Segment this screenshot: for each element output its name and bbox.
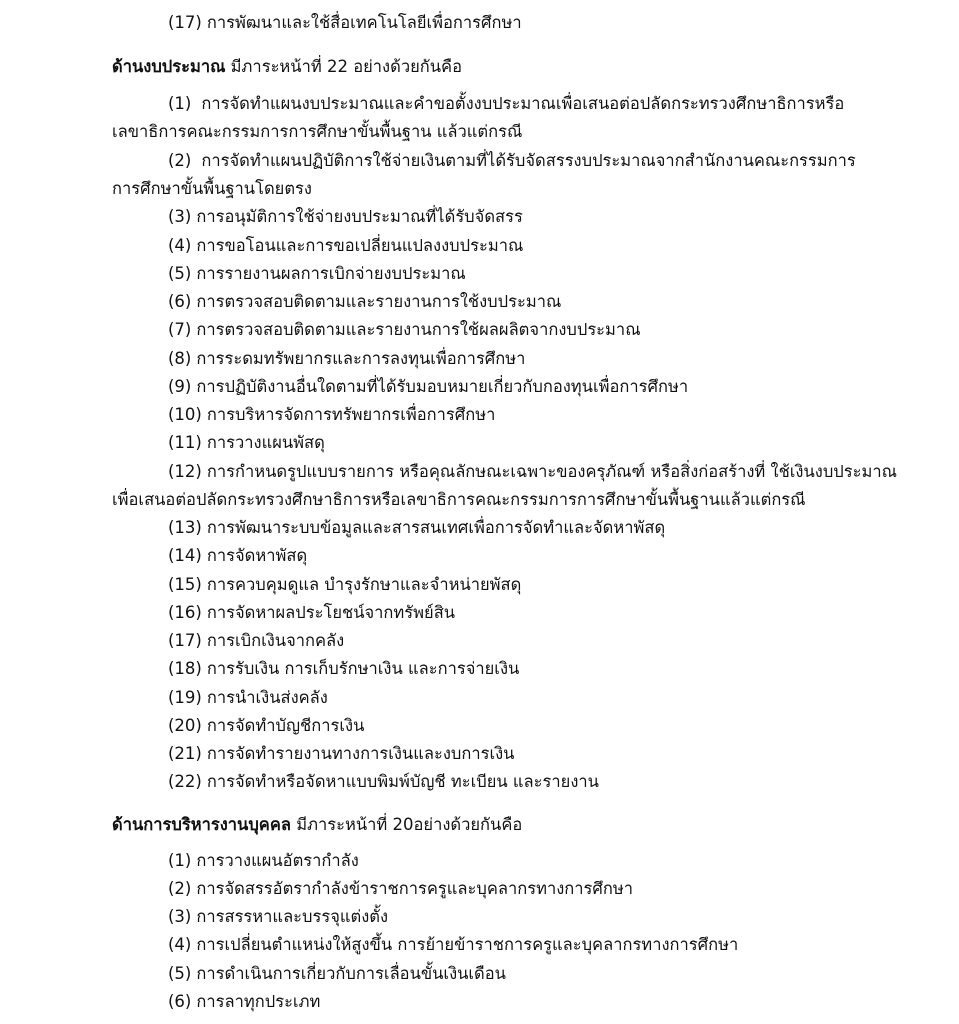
item-number: (13): [168, 518, 202, 537]
item-text: การพัฒนาและใช้สื่อเทคโนโลยีเพื่อการศึกษา: [206, 13, 522, 32]
list-item: [168, 601, 455, 625]
item-number: (12): [168, 462, 202, 481]
item-text: การอนุมัติการใช้จ่ายงบประมาณที่ได้รับจัดสรร: [196, 207, 523, 226]
list-item: [168, 657, 519, 681]
heading-description: มีภาระหน้าที่ 22 อย่างด้วยกันคือ: [225, 57, 462, 76]
list-item: [168, 375, 688, 399]
list-item: [168, 262, 466, 286]
list-item: [168, 347, 525, 371]
item-text: การสรรหาและบรรจุแต่งตั้ง: [196, 907, 389, 926]
item-number: (15): [168, 575, 202, 594]
item-number: (19): [168, 688, 202, 707]
list-item: [168, 962, 506, 986]
item-number: (3): [168, 207, 192, 226]
list-item: [168, 877, 633, 901]
item-number: (2): [168, 879, 192, 898]
list-item: [168, 990, 320, 1014]
item-text: การวางแผนพัสดุ: [206, 433, 325, 452]
item-text: การรายงานผลการเบิกจ่ายงบประมาณ: [196, 264, 466, 283]
item-number: (14): [168, 546, 202, 565]
item-text: การพัฒนาระบบข้อมูลและสารสนเทศเพื่อการจัดทำและจัดหาพัสดุ: [206, 518, 666, 537]
list-item: [168, 290, 561, 314]
item-number: (2): [168, 151, 192, 170]
item-text: การจัดหาผลประโยชน์จากทรัพย์สิน: [206, 603, 456, 622]
item-text: การตรวจสอบติดตามและรายงานการใช้งบประมาณ: [196, 292, 562, 311]
item-number: (17): [168, 631, 202, 650]
list-item: [168, 205, 523, 229]
list-item: [168, 573, 521, 597]
item-number: (21): [168, 744, 202, 763]
item-text: การนำเงินส่งคลัง: [206, 688, 328, 707]
list-item: [168, 544, 307, 568]
item-number: (6): [168, 292, 192, 311]
list-item: [168, 933, 738, 957]
item-number: (4): [168, 236, 192, 255]
item-number: (9): [168, 377, 192, 396]
item-text: การจัดทำรายงานทางการเงินและงบการเงิน: [206, 744, 515, 763]
item-text: การลาทุกประเภท: [196, 992, 321, 1011]
item-text: การจัดสรรอัตรากำลังข้าราชการครูและบุคลากรทางการศึกษา: [196, 879, 634, 898]
list-item: [168, 460, 897, 484]
item-number: (18): [168, 659, 202, 678]
item-number: (7): [168, 320, 192, 339]
section-heading-budget: [112, 55, 462, 79]
item-text: การตรวจสอบติดตามและรายงานการใช้ผลผลิตจากงบประมาณ: [196, 320, 641, 339]
item-text: การเบิกเงินจากคลัง: [206, 631, 345, 650]
item-number: (10): [168, 405, 202, 424]
item-number: (1): [168, 851, 192, 870]
item-number: (22): [168, 772, 202, 791]
list-item: [168, 431, 325, 455]
list-item: [168, 234, 523, 258]
list-item-continuation: เพื่อเสนอต่อปลัดกระทรวงศึกษาธิการหรือเลขาธิการคณะกรรมการการศึกษาขั้นพื้นฐานแล้วแต่กรณี: [112, 490, 806, 509]
list-item: [168, 742, 514, 766]
heading-description: มีภาระหน้าที่ 20อย่างด้วยกันคือ: [290, 815, 523, 834]
heading-title: ด้านการบริหารงานบุคคล: [112, 815, 291, 834]
list-item: [168, 849, 359, 873]
item-text: การดำเนินการเกี่ยวกับการเลื่อนขั้นเงินเดือน: [196, 964, 506, 983]
list-item: [168, 149, 856, 173]
item-text: การจัดทำบัญชีการเงิน: [206, 716, 365, 735]
list-item: [168, 714, 364, 738]
section-heading-personnel: [112, 813, 522, 837]
item-text: การขอโอนและการขอเปลี่ยนแปลงงบประมาณ: [196, 236, 524, 255]
item-text: การรับเงิน การเก็บรักษาเงิน และการจ่ายเงิน: [206, 659, 520, 678]
item-text: การปฏิบัติงานอื่นใดตามที่ได้รับมอบหมายเกี่ยวกับกองทุนเพื่อการศึกษา: [196, 377, 689, 396]
item-text: การเปลี่ยนตำแหน่งให้สูงขึ้น การย้ายข้าราชการครูและบุคลากรทางการศึกษา: [196, 935, 739, 954]
item-number: (16): [168, 603, 202, 622]
item-text: การจัดหาพัสดุ: [206, 546, 308, 565]
item-text: การจัดทำหรือจัดหาแบบพิมพ์บัญชี ทะเบียน และรายงาน: [206, 772, 599, 791]
item-number: (5): [168, 264, 192, 283]
item-text: การวางแผนอัตรากำลัง: [196, 851, 359, 870]
list-item: [168, 516, 665, 540]
item-number: (5): [168, 964, 192, 983]
list-item: [168, 770, 599, 794]
list-item: [168, 629, 344, 653]
list-item-continuation: การศึกษาขั้นพื้นฐานโดยตรง: [112, 179, 312, 198]
item-number: (8): [168, 349, 192, 368]
item-number: (3): [168, 907, 192, 926]
item-number: (17): [168, 13, 202, 32]
item-number: (1): [168, 94, 192, 113]
item-text: การกำหนดรูปแบบรายการ หรือคุณลักษณะเฉพาะของครุภัณฑ์ หรือสิ่งก่อสร้างที่ ใช้เงินงบประมาณ: [206, 462, 897, 481]
item-number: (6): [168, 992, 192, 1011]
item-number: (11): [168, 433, 202, 452]
heading-title: ด้านงบประมาณ: [112, 57, 226, 76]
list-item: [168, 403, 495, 427]
item-text: การควบคุมดูแล บำรุงรักษาและจำหน่ายพัสดุ: [206, 575, 522, 594]
item-text: การบริหารจัดการทรัพยากรเพื่อการศึกษา: [206, 405, 496, 424]
list-item-continuation: เลขาธิการคณะกรรมการการศึกษาขั้นพื้นฐาน แล้วแต่กรณี: [112, 122, 523, 141]
item-text: การจัดทำแผนปฏิบัติการใช้จ่ายเงินตามที่ได้รับจัดสรรงบประมาณจากสำนักงานคณะกรรมการ: [201, 151, 856, 170]
list-item: [168, 92, 844, 116]
list-item: [168, 905, 388, 929]
item-number: (4): [168, 935, 192, 954]
list-item: [168, 686, 328, 710]
item-text: การจัดทำแผนงบประมาณและคำขอตั้งงบประมาณเพื่อเสนอต่อปลัดกระทรวงศึกษาธิการหรือ: [201, 94, 845, 113]
item-number: (20): [168, 716, 202, 735]
item-text: การระดมทรัพยากรและการลงทุนเพื่อการศึกษา: [196, 349, 526, 368]
list-item: [168, 11, 522, 35]
list-item: [168, 318, 641, 342]
